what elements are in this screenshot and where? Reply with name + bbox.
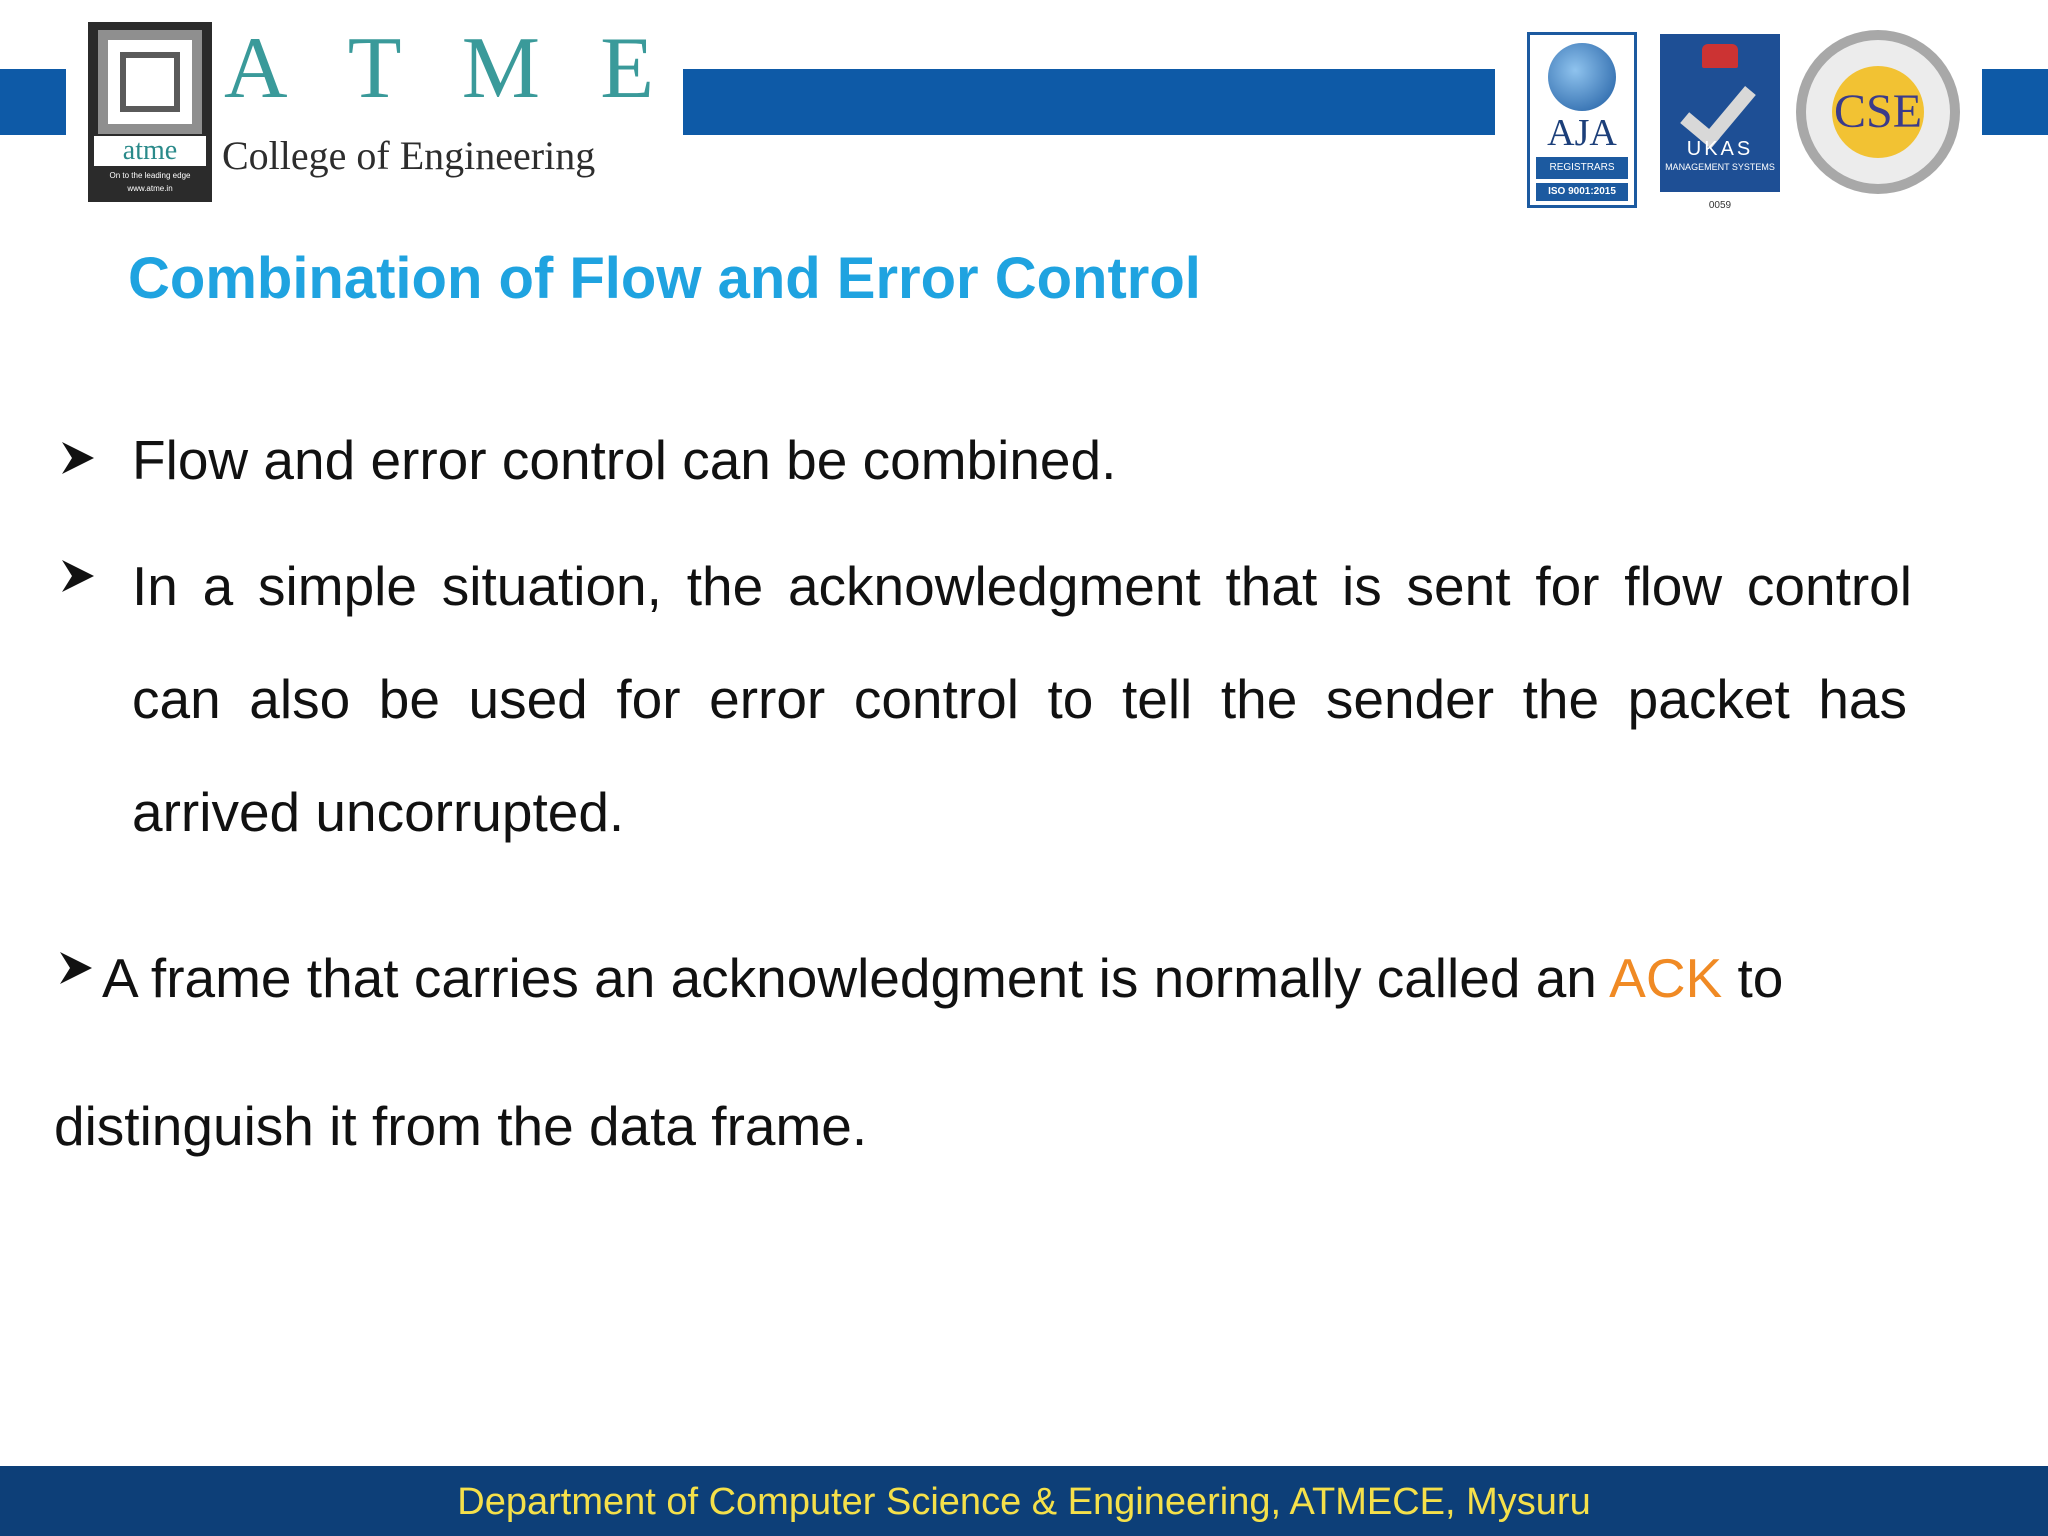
- cse-label: CSE: [1832, 66, 1924, 158]
- brand-letter: M: [461, 20, 541, 117]
- slide-title: Combination of Flow and Error Control: [128, 246, 1201, 311]
- logo-website: www.atme.in: [127, 184, 173, 193]
- ack-highlight: ACK: [1609, 947, 1723, 1009]
- crown-icon: [1702, 44, 1738, 68]
- aja-certification-badge: [1527, 32, 1637, 208]
- bullet-3-line-2: distinguish it from the data frame.: [54, 1095, 868, 1157]
- brand-name: College of Engineering: [222, 133, 596, 178]
- header-band-right: [1982, 69, 2048, 135]
- bullet-2-line-2: can also be used for error control to tell the sender the packet has: [132, 668, 1907, 730]
- aja-registrars-label: REGISTRARS: [1536, 157, 1628, 179]
- header-band-middle: [683, 69, 1495, 135]
- bullet-3-text: A frame that carries an acknowledgment is normally called an: [102, 947, 1610, 1009]
- aja-iso-label: ISO 9001:2015: [1536, 183, 1628, 201]
- header-band-left: [0, 69, 66, 135]
- atme-logo: [88, 22, 212, 202]
- cse-badge-ring: [1806, 40, 1950, 184]
- footer-text: Department of Computer Science & Engineering, ATMECE, Mysuru: [457, 1481, 1591, 1523]
- checkmark-icon: [1680, 69, 1756, 148]
- bullet-3-text-end: to: [1722, 947, 1784, 1009]
- bullet-2-line-1: In a simple situation, the acknowledgment that is sent for flow control: [132, 555, 1912, 617]
- brand-letter: T: [347, 20, 402, 117]
- cse-department-badge: [1796, 30, 1960, 194]
- arrow-bullet-icon: [56, 948, 96, 988]
- aja-label: AJA: [1547, 112, 1617, 154]
- footer-bar: [0, 1466, 2048, 1536]
- bullet-3-line-1: [102, 946, 1783, 1010]
- brand-letter: E: [600, 20, 654, 117]
- bullet-1-text: Flow and error control can be combined.: [132, 429, 1117, 491]
- logo-frame-icon: [98, 30, 202, 134]
- globe-icon: [1548, 43, 1616, 111]
- ukas-label: UKAS: [1686, 138, 1754, 160]
- bullet-2-line-3: arrived uncorrupted.: [132, 781, 625, 843]
- brand-letter: A: [224, 20, 288, 117]
- logo-wordmark: atme: [94, 136, 206, 166]
- ukas-sub-label: MANAGEMENT SYSTEMS: [1665, 162, 1775, 172]
- arrow-bullet-icon: [58, 556, 98, 596]
- arrow-bullet-icon: [58, 438, 98, 478]
- ukas-certification-badge: [1660, 34, 1780, 192]
- brand-letters: [224, 20, 654, 117]
- ukas-number: 0059: [1708, 200, 1732, 211]
- logo-tagline: On to the leading edge: [109, 171, 191, 180]
